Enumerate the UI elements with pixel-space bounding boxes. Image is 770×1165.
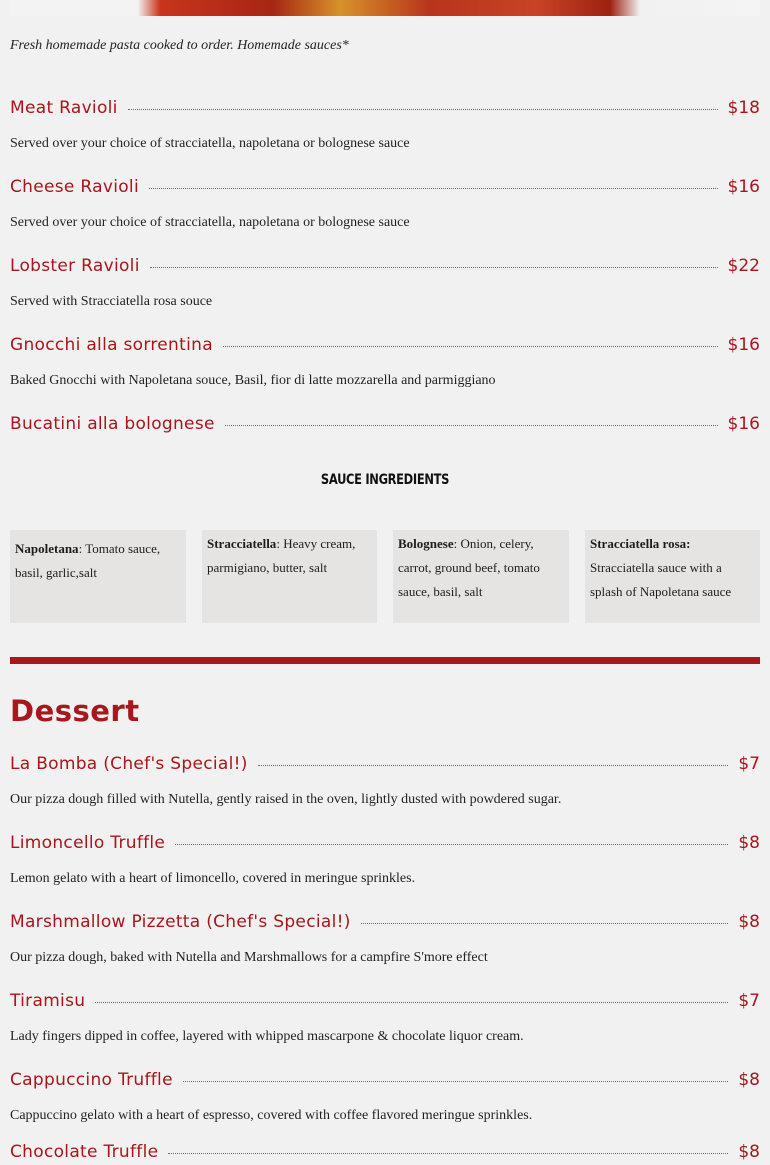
item-price: $22 <box>727 256 760 276</box>
item-name: Limoncello Truffle <box>10 833 166 853</box>
pasta-intro: Fresh homemade pasta cooked to order. Homemade sauces* <box>10 38 349 53</box>
item-description: Lady fingers dipped in coffee, layered with whipped mascarpone & chocolate liquor cream. <box>10 1029 524 1044</box>
sauce-ingredients: Heavy cream, parmigiano, butter, salt <box>207 536 356 575</box>
sauce-box-stracciatella <box>202 530 377 623</box>
sauce-ingredients: Tomato sauce, basil, garlic,salt <box>15 541 161 580</box>
dotted-leader <box>183 1080 729 1082</box>
menu-item-la-bomba <box>10 751 760 777</box>
item-name: Chocolate Truffle <box>10 1142 159 1162</box>
dotted-leader <box>128 108 718 110</box>
dotted-leader <box>258 764 729 766</box>
menu-item-cheese-ravioli <box>10 174 760 200</box>
item-name: Cheese Ravioli <box>10 177 139 197</box>
menu-item-meat-ravioli <box>10 95 760 121</box>
sauce-separator: : <box>453 536 461 551</box>
item-price: $8 <box>738 833 760 853</box>
menu-item-chocolate-truffle <box>10 1139 760 1165</box>
item-name: Tiramisu <box>10 991 86 1011</box>
item-price: $18 <box>727 98 760 118</box>
dotted-leader <box>223 345 718 347</box>
item-price: $16 <box>727 335 760 355</box>
dotted-leader <box>225 424 718 426</box>
item-name: Lobster Ravioli <box>10 256 140 276</box>
sauce-name: Stracciatella <box>207 536 277 551</box>
item-description: Served over your choice of stracciatella, napoletana or bolognese sauce <box>10 215 410 230</box>
pasta-photo <box>10 0 760 16</box>
dotted-leader <box>149 187 718 189</box>
item-price: $16 <box>727 177 760 197</box>
dotted-leader <box>168 1152 728 1154</box>
item-price: $16 <box>727 414 760 434</box>
item-description: Our pizza dough, baked with Nutella and Marshmallows for a campfire S'more effect <box>10 950 488 965</box>
item-name: Marshmallow Pizzetta (Chef's Special!) <box>10 912 351 932</box>
sauce-name: Bolognese <box>398 536 454 551</box>
dotted-leader <box>150 266 718 268</box>
menu-item-marshmallow-pizzetta <box>10 909 760 935</box>
item-price: $8 <box>738 1070 760 1090</box>
sauce-box-napoletana <box>10 530 186 623</box>
item-description: Baked Gnocchi with Napoletana souce, Basil, fior di latte mozzarella and parmiggiano <box>10 373 496 388</box>
sauce-separator: : <box>276 536 284 551</box>
sauce-ingredients: Stracciatella sauce with a splash of Napoletana sauce <box>590 560 732 599</box>
item-description: Served over your choice of stracciatella, napoletana or bolognese sauce <box>10 136 410 151</box>
item-description: Lemon gelato with a heart of limoncello, covered in meringue sprinkles. <box>10 871 416 886</box>
dessert-section-title: Dessert <box>10 694 140 728</box>
menu-item-tiramisu <box>10 988 760 1014</box>
menu-item-gnocchi <box>10 332 760 358</box>
sauce-box-stracciatella-rosa <box>585 530 760 623</box>
sauce-ingredients-heading: SAUCE INGREDIENTS <box>320 472 450 488</box>
item-price: $7 <box>738 754 760 774</box>
sauce-name: Napoletana <box>15 541 79 556</box>
sauce-box-bolognese <box>393 530 569 623</box>
menu-item-limoncello-truffle <box>10 830 760 856</box>
item-name: Gnocchi alla sorrentina <box>10 335 213 355</box>
sauce-separator: : <box>78 541 86 556</box>
item-price: $8 <box>738 1142 760 1162</box>
menu-item-cappuccino-truffle <box>10 1067 760 1093</box>
item-price: $8 <box>738 912 760 932</box>
section-divider <box>10 657 760 664</box>
item-description: Served with Stracciatella rosa souce <box>10 294 213 309</box>
dotted-leader <box>95 1001 728 1003</box>
item-description: Our pizza dough filled with Nutella, gently raised in the oven, lightly dusted with powdered sugar. <box>10 792 562 807</box>
sauce-ingredients: Onion, celery, carrot, ground beef, tomato sauce, basil, salt <box>398 536 540 599</box>
item-name: La Bomba (Chef's Special!) <box>10 754 248 774</box>
menu-item-lobster-ravioli <box>10 253 760 279</box>
item-name: Bucatini alla bolognese <box>10 414 215 434</box>
item-name: Cappuccino Truffle <box>10 1070 173 1090</box>
item-price: $7 <box>738 991 760 1011</box>
sauce-name: Stracciatella rosa: <box>590 536 691 551</box>
dotted-leader <box>361 922 729 924</box>
menu-item-bucatini <box>10 411 760 437</box>
item-name: Meat Ravioli <box>10 98 118 118</box>
item-description: Cappuccino gelato with a heart of espresso, covered with coffee flavored meringue sprinkles. <box>10 1108 533 1123</box>
dotted-leader <box>175 843 728 845</box>
